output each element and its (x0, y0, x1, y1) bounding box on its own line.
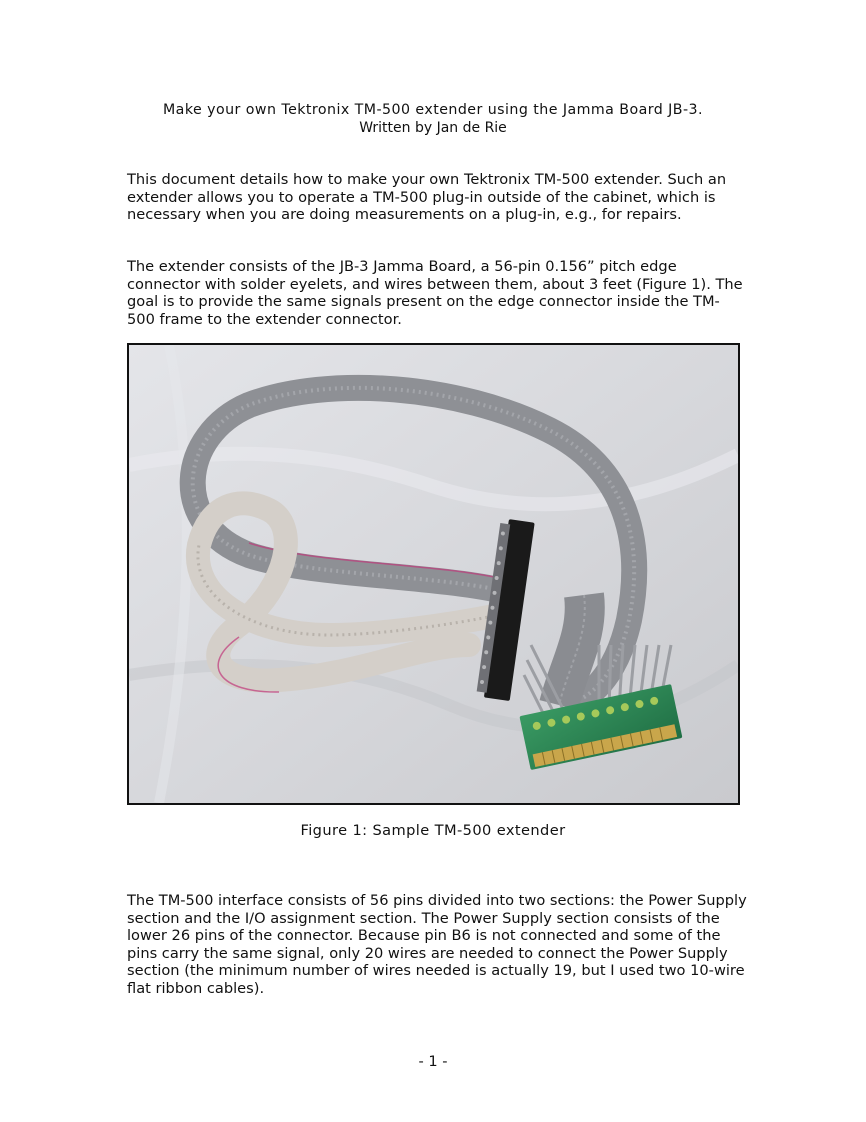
page-number: - 1 - (418, 1053, 448, 1070)
figure-photo-extender (127, 343, 740, 805)
document-title: Make your own Tektronix TM-500 extender using the Jamma Board JB-3. (162, 102, 703, 118)
paragraph-intro: This document details how to make your own Tektronix TM-500 extender. Such an extender allows you to operate a TM-500 plug-in outside of the cabinet, which is necessary when you are doing measurements on a plug-in, e.g., for repairs. (127, 171, 727, 223)
paragraph-interface: The TM-500 interface consists of 56 pins divided into two sections: the Power Supply section and the I/O assignment section. The Power Supply section consists of the lower 26 pins of the connector. Because pin B6 is not connected and some of the pins carry the same signal, only 20 wires are needed to connect the Power Supply section (the minimum number of wires needed is actually 19, but I used two 10-wire flat ribbon cables). (127, 892, 747, 997)
extender-photo-illustration (129, 345, 738, 803)
author-byline: Written by Jan de Rie (359, 120, 507, 136)
figure-caption: Figure 1: Sample TM-500 extender (300, 822, 566, 839)
paragraph-extender-description: The extender consists of the JB-3 Jamma Board, a 56-pin 0.156” pitch edge connector with solder eyelets, and wires between them, about 3 feet (Figure 1). The goal is to provide the same signals present on the edge connector inside the TM-500 frame to the extender connector. (127, 258, 743, 328)
